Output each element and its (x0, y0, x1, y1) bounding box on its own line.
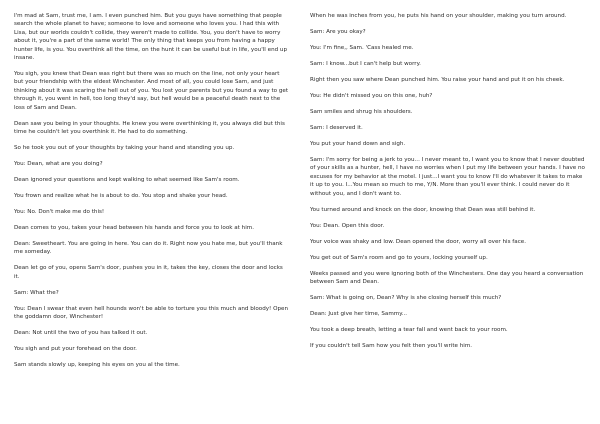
paragraph: Dean: Not until the two of you has talked it out. (14, 330, 148, 337)
paragraph: Dean let go of you, opens Sam's door, pushes you in it, takes the key, closes the door and locks it. (14, 265, 283, 280)
paragraph: Sam: What is going on, Dean? Why is she closing herself this much? (310, 295, 502, 302)
paragraph: Dean ignored your questions and kept walking to what seemed like Sam's room. (14, 177, 240, 184)
paragraph: Sam: I know...but I can't help but worry. (310, 61, 421, 67)
paragraph: You get out of Sam's room and go to yours, locking yourself up. (310, 254, 488, 261)
paragraph: When he was inches from you, he puts his hand on your shoulder, making you turn around. (310, 13, 567, 19)
paragraph: You sigh and put your forehead on the door. (14, 346, 137, 353)
right-column (310, 12, 586, 424)
paragraph: Dean: Just give her time, Sammy... (310, 311, 408, 318)
paragraph: If you couldn't tell Sam how you felt then you'll write him. (310, 343, 473, 350)
paragraph: You: Dean I swear that even hell hounds won't be able to torture you this much and bloody! Open the goddamn door, Winchester! (14, 305, 289, 321)
paragraph: You: He didn't missed you on this one, huh? (310, 93, 433, 99)
paragraph: Sam: What the? (14, 289, 59, 296)
paragraph: Dean: Sweetheart. You are going in here. You can do it. Right now you hate me, but you'll thank me someday. (14, 241, 283, 256)
paragraph: You: No. Don't make me do this! (14, 209, 105, 216)
paragraph: You frown and realize what he is about to do. You stop and shake your head. (14, 193, 228, 200)
paragraph: Your voice was shaky and low. Dean opened the door, worry all over his face. (310, 238, 526, 245)
paragraph: Sam stands slowly up, keeping his eyes on you al the time. (14, 362, 180, 369)
paragraph: Sam: Are you okay? (310, 29, 366, 35)
paragraph: Sam: I'm sorry for being a jerk to you... I never meant to, I want you to know that I never doubted of your skills as a hunter, hell, I have no worries when I put my life between your hands. I have no excuses for my behavior at the motel. I just...I want you to know I'll do whatever it takes to make it up to you. I...You mean so much to me, Y/N. More than you'll ever think. I could never do it without you, and I don't want to. (310, 157, 585, 197)
paragraph: Right then you saw where Dean punched him. You raise your hand and put it on his cheek. (310, 77, 565, 83)
paragraph: You put your hand down and sigh. (310, 141, 406, 147)
paragraph: You: I'm fine,, Sam. 'Cass healed me. (310, 45, 414, 51)
paragraph: I'm mad at Sam, trust me, I am. I even punched him. But you guys have something that people search the whole planet to have; someone to love and someone who loves you. I had this with Lisa, but our worlds couldn't collide, they weren't made to collide. You, you don't have to worry about it, you're a part of the same world! The only thing that keeps you from having a happy hunter life, is you. You overthink all the time, on the hunt it can be useful but in life, you'll end up insane. (14, 13, 288, 62)
paragraph: Weeks passed and you were ignoring both of the Winchesters. One day you heard a conversation between Sam and Dean. (310, 270, 584, 286)
paragraph: You: Dean, what are you doing? (14, 161, 103, 168)
paragraph: Dean saw you being in your thoughts. He knew you were overthinking it, you always did but this time he couldn't let you overthink it. He had to do something. (14, 120, 285, 136)
paragraph: You took a deep breath, letting a tear fall and went back to your room. (310, 327, 508, 334)
paragraph: You sigh, you knew that Dean was right but there was so much on the line, not only your heart but your friendship with the eldest Winchester. And most of all, you could lose Sam, and just thinking about it was scaring the hell out of you. You lost your parents but you found a way to get through it, you went in hell, too long they'd say, but hell would be a peaceful death next to the loss of Sam and Dean. (14, 71, 289, 111)
paragraph: Dean comes to you, takes your head between his hands and force you to look at him. (14, 225, 254, 232)
paragraph: Sam smiles and shrug his shoulders. (310, 109, 413, 115)
paragraph: You: Dean. Open this door. (310, 222, 385, 229)
left-column (14, 12, 290, 424)
paragraph: So he took you out of your thoughts by taking your hand and standing you up. (14, 145, 235, 152)
paragraph: Sam: I deserved it. (310, 125, 363, 131)
paragraph: You turned around and knock on the door, knowing that Dean was still behind it. (310, 206, 536, 213)
